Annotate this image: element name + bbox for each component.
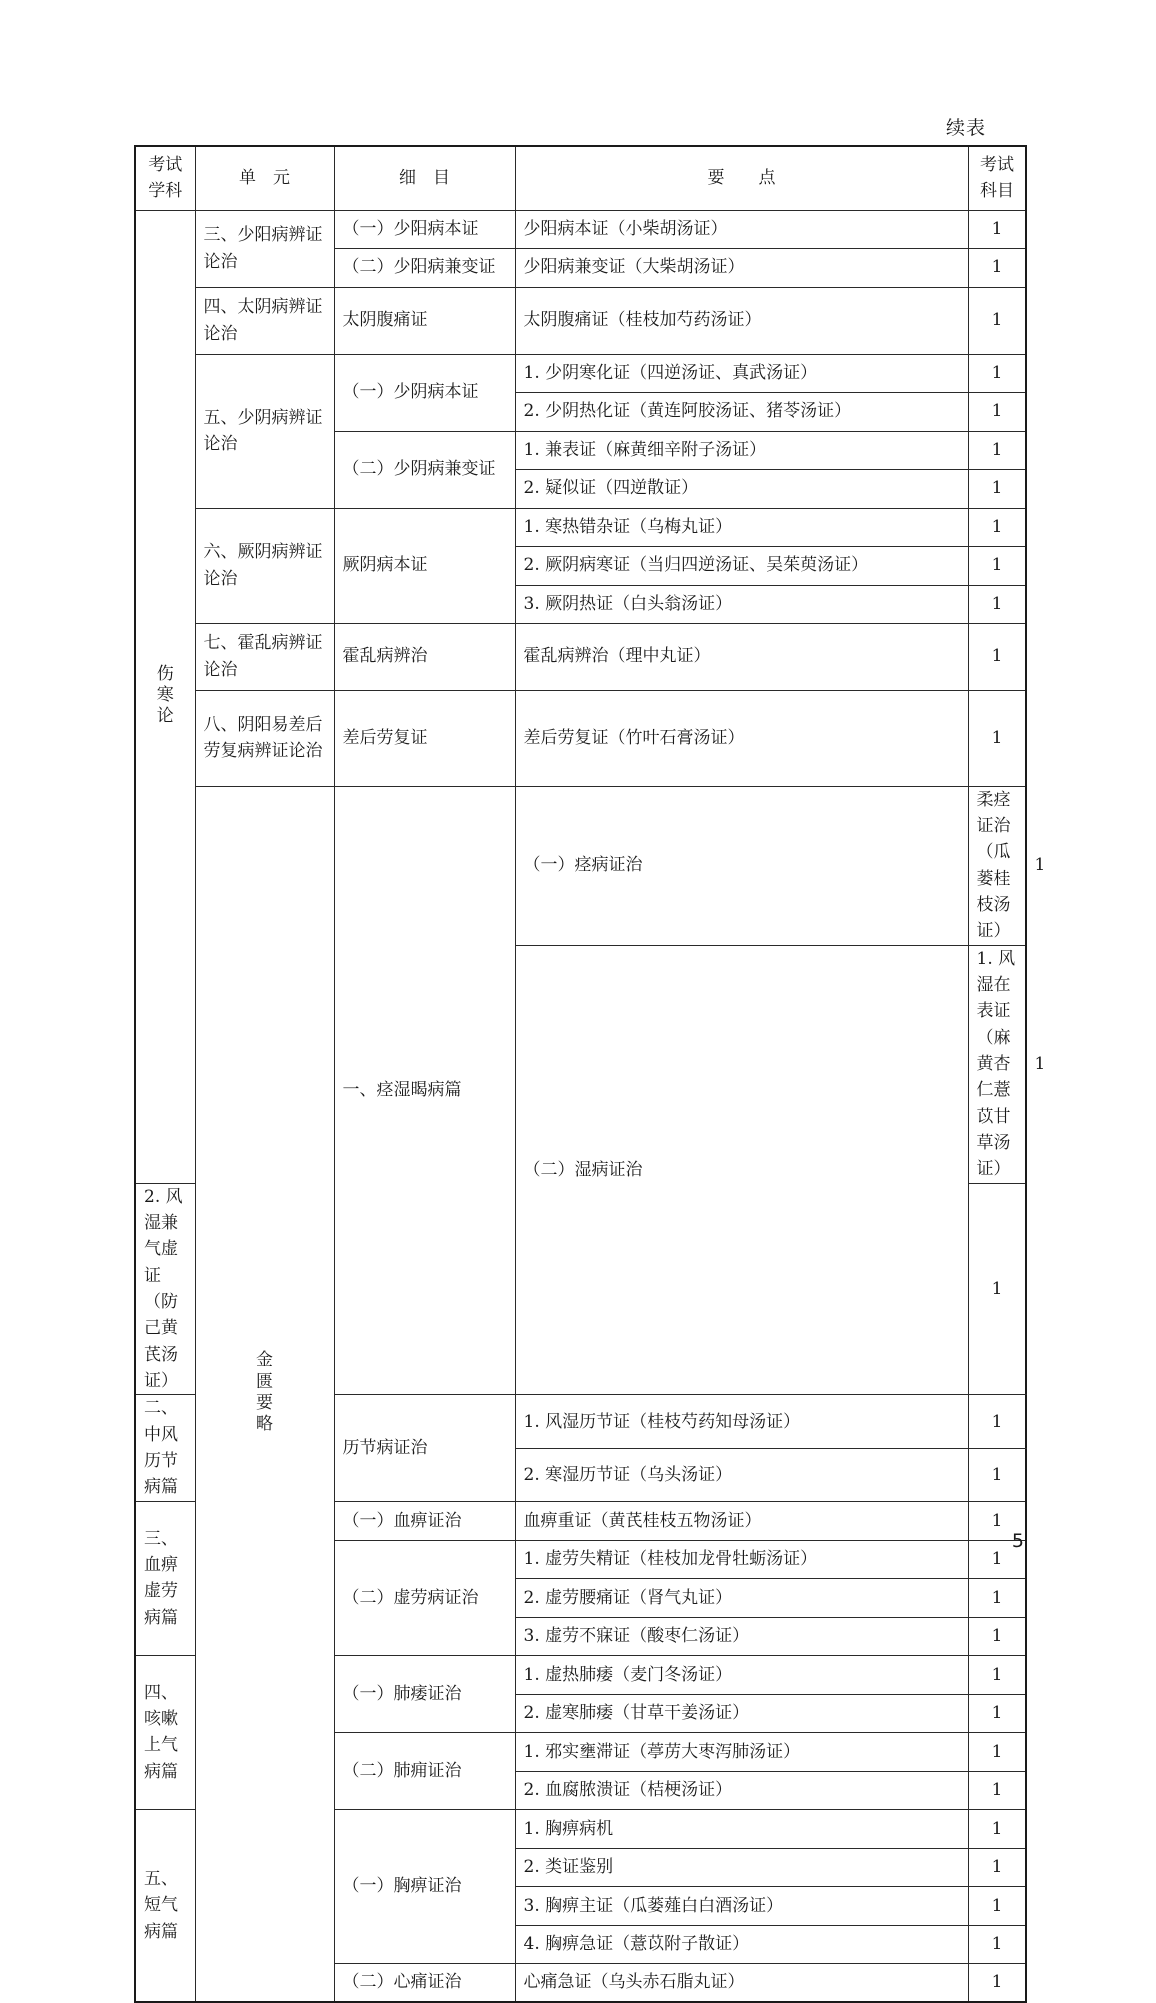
count-cell: 1 xyxy=(968,1395,1026,1449)
point-cell: 1. 少阴寒化证（四逆汤证、真武汤证） xyxy=(515,354,968,392)
point-cell: 少阳病兼变证（大柴胡汤证） xyxy=(515,248,968,287)
count-cell: 1 xyxy=(968,1617,1026,1655)
header-exam: 考试科目 xyxy=(968,146,1026,210)
table-row xyxy=(135,287,1026,354)
unit-cell: 五、少阴病辨证论治 xyxy=(195,354,334,508)
point-cell: 差后劳复证（竹叶石膏汤证） xyxy=(515,690,968,786)
count-cell: 1 xyxy=(968,1886,1026,1925)
count-cell: 1 xyxy=(968,469,1026,508)
header-point: 要 点 xyxy=(515,146,968,210)
count-cell: 1 xyxy=(968,1848,1026,1886)
point-cell: 4. 胸痹急证（薏苡附子散证） xyxy=(515,1925,968,1963)
point-cell: 心痛急证（乌头赤石脂丸证） xyxy=(515,1963,968,2002)
unit-cell: 五、短气病篇 xyxy=(135,1809,195,2002)
item-cell: （二）虚劳病证治 xyxy=(334,1540,515,1655)
item-cell: （一）血痹证治 xyxy=(334,1501,515,1540)
header-unit: 单 元 xyxy=(195,146,334,210)
table-row xyxy=(135,623,1026,690)
count-cell: 1 xyxy=(968,1771,1026,1809)
item-cell: （一）肺痿证治 xyxy=(334,1655,515,1732)
point-cell: 1. 寒热错杂证（乌梅丸证） xyxy=(515,508,968,546)
item-cell: 历节病证治 xyxy=(334,1395,515,1501)
count-cell: 1 xyxy=(968,1694,1026,1732)
unit-cell: 三、血痹虚劳病篇 xyxy=(135,1501,195,1655)
subject-label: 金匮要略 xyxy=(256,1350,273,1435)
count-cell: 1 xyxy=(968,1655,1026,1694)
point-cell: 霍乱病辨治（理中丸证） xyxy=(515,623,968,690)
point-cell: 2. 厥阴病寒证（当归四逆汤证、吴茱萸汤证） xyxy=(515,546,968,585)
subject-cell xyxy=(195,786,334,2002)
unit-cell: 二、中风历节病篇 xyxy=(135,1395,195,1501)
table-row xyxy=(135,210,1026,248)
table-row xyxy=(135,508,1026,546)
count-cell: 1 xyxy=(968,508,1026,546)
count-cell: 1 xyxy=(968,431,1026,469)
count-cell: 1 xyxy=(968,1449,1026,1502)
table-row: （二）湿病证治 1. 风湿在表证（麻黄杏仁薏苡甘草汤证） 1 xyxy=(135,945,1026,1183)
point-cell: 1. 虚热肺痿（麦门冬汤证） xyxy=(515,1655,968,1694)
count-cell: 1 xyxy=(968,1732,1026,1771)
point-cell: 1. 虚劳失精证（桂枝加龙骨牡蛎汤证） xyxy=(515,1540,968,1578)
table-row: 金匮要略 一、痉湿暍病篇 （一）痉病证治 柔痉证治（瓜蒌桂枝汤证） 1 xyxy=(135,786,1026,945)
count-cell: 1 xyxy=(968,1925,1026,1963)
item-cell: 厥阴病本证 xyxy=(334,508,515,623)
item-cell: （一）少阳病本证 xyxy=(334,210,515,248)
table-row xyxy=(135,354,1026,392)
point-cell: 3. 虚劳不寐证（酸枣仁汤证） xyxy=(515,1617,968,1655)
point-cell: 1. 风湿历节证（桂枝芍药知母汤证） xyxy=(515,1395,968,1449)
point-cell: 1. 风湿在表证（麻黄杏仁薏苡甘草汤证） xyxy=(968,945,1026,1183)
count-cell: 1 xyxy=(968,585,1026,623)
point-cell: 2. 疑似证（四逆散证） xyxy=(515,469,968,508)
point-cell: 2. 虚寒肺痿（甘草干姜汤证） xyxy=(515,1694,968,1732)
point-cell: 2. 类证鉴别 xyxy=(515,1848,968,1886)
continued-label: 续表 xyxy=(945,117,986,139)
count-cell: 1 xyxy=(968,623,1026,690)
point-cell: 1. 兼表证（麻黄细辛附子汤证） xyxy=(515,431,968,469)
point-cell: 2. 血腐脓溃证（桔梗汤证） xyxy=(515,1771,968,1809)
point-cell: 3. 胸痹主证（瓜蒌薤白白酒汤证） xyxy=(515,1886,968,1925)
item-cell: 太阴腹痛证 xyxy=(334,287,515,354)
point-cell: 2. 虚劳腰痛证（肾气丸证） xyxy=(515,1578,968,1617)
item-cell: （二）湿病证治 xyxy=(515,945,968,1395)
count-cell: 1 xyxy=(968,1183,1026,1395)
count-cell: 1 xyxy=(968,392,1026,431)
point-cell: 3. 厥阴热证（白头翁汤证） xyxy=(515,585,968,623)
point-cell: 少阳病本证（小柴胡汤证） xyxy=(515,210,968,248)
item-cell: 差后劳复证 xyxy=(334,690,515,786)
point-cell: 1. 胸痹病机 xyxy=(515,1809,968,1848)
item-cell: （二）肺痈证治 xyxy=(334,1732,515,1809)
unit-cell: 一、痉湿暍病篇 xyxy=(334,786,515,1395)
count-cell: 1 xyxy=(968,546,1026,585)
unit-cell: 三、少阳病辨证论治 xyxy=(195,210,334,287)
table-body xyxy=(135,210,1046,2002)
unit-cell: 六、厥阴病辨证论治 xyxy=(195,508,334,623)
point-cell: 柔痉证治（瓜蒌桂枝汤证） xyxy=(968,786,1026,945)
unit-cell: 四、咳嗽上气病篇 xyxy=(135,1655,195,1809)
header-subject: 考试学科 xyxy=(135,146,195,210)
item-cell: （二）心痛证治 xyxy=(334,1963,515,2002)
subject-cell xyxy=(135,210,195,1183)
count-cell: 1 xyxy=(968,1963,1026,2002)
item-cell: 霍乱病辨治 xyxy=(334,623,515,690)
unit-cell: 八、阴阳易差后劳复病辨证论治 xyxy=(195,690,334,786)
page-number: 5 xyxy=(1011,1530,1024,1552)
count-cell: 1 xyxy=(968,248,1026,287)
point-cell: 2. 风湿兼气虚证（防己黄芪汤证） xyxy=(135,1183,195,1395)
item-cell: （二）少阴病兼变证 xyxy=(334,431,515,508)
point-cell: 血痹重证（黄芪桂枝五物汤证） xyxy=(515,1501,968,1540)
point-cell: 2. 寒湿历节证（乌头汤证） xyxy=(515,1449,968,1502)
item-cell: （一）痉病证治 xyxy=(515,786,968,945)
item-cell: （一）少阴病本证 xyxy=(334,354,515,431)
subject-label: 伤寒论 xyxy=(156,663,174,727)
point-cell: 1. 邪实壅滞证（葶苈大枣泻肺汤证） xyxy=(515,1732,968,1771)
count-cell: 1 xyxy=(968,287,1026,354)
count-cell: 1 xyxy=(968,1578,1026,1617)
point-cell: 2. 少阴热化证（黄连阿胶汤证、猪苓汤证） xyxy=(515,392,968,431)
item-cell: （一）胸痹证治 xyxy=(334,1809,515,1963)
table-row xyxy=(135,690,1026,786)
header-item: 细 目 xyxy=(334,146,515,210)
count-cell: 1 xyxy=(968,354,1026,392)
count-cell: 1 xyxy=(968,690,1026,786)
count-cell: 1 xyxy=(968,210,1026,248)
syllabus-table xyxy=(134,145,1046,2003)
header-row xyxy=(135,146,1026,210)
point-cell: 太阴腹痛证（桂枝加芍药汤证） xyxy=(515,287,968,354)
count-cell: 1 xyxy=(968,1540,1026,1578)
item-cell: （二）少阳病兼变证 xyxy=(334,248,515,287)
count-cell: 1 xyxy=(968,1809,1026,1848)
count-cell: 1 xyxy=(968,1501,1026,1540)
unit-cell: 四、太阴病辨证论治 xyxy=(195,287,334,354)
unit-cell: 七、霍乱病辨证论治 xyxy=(195,623,334,690)
